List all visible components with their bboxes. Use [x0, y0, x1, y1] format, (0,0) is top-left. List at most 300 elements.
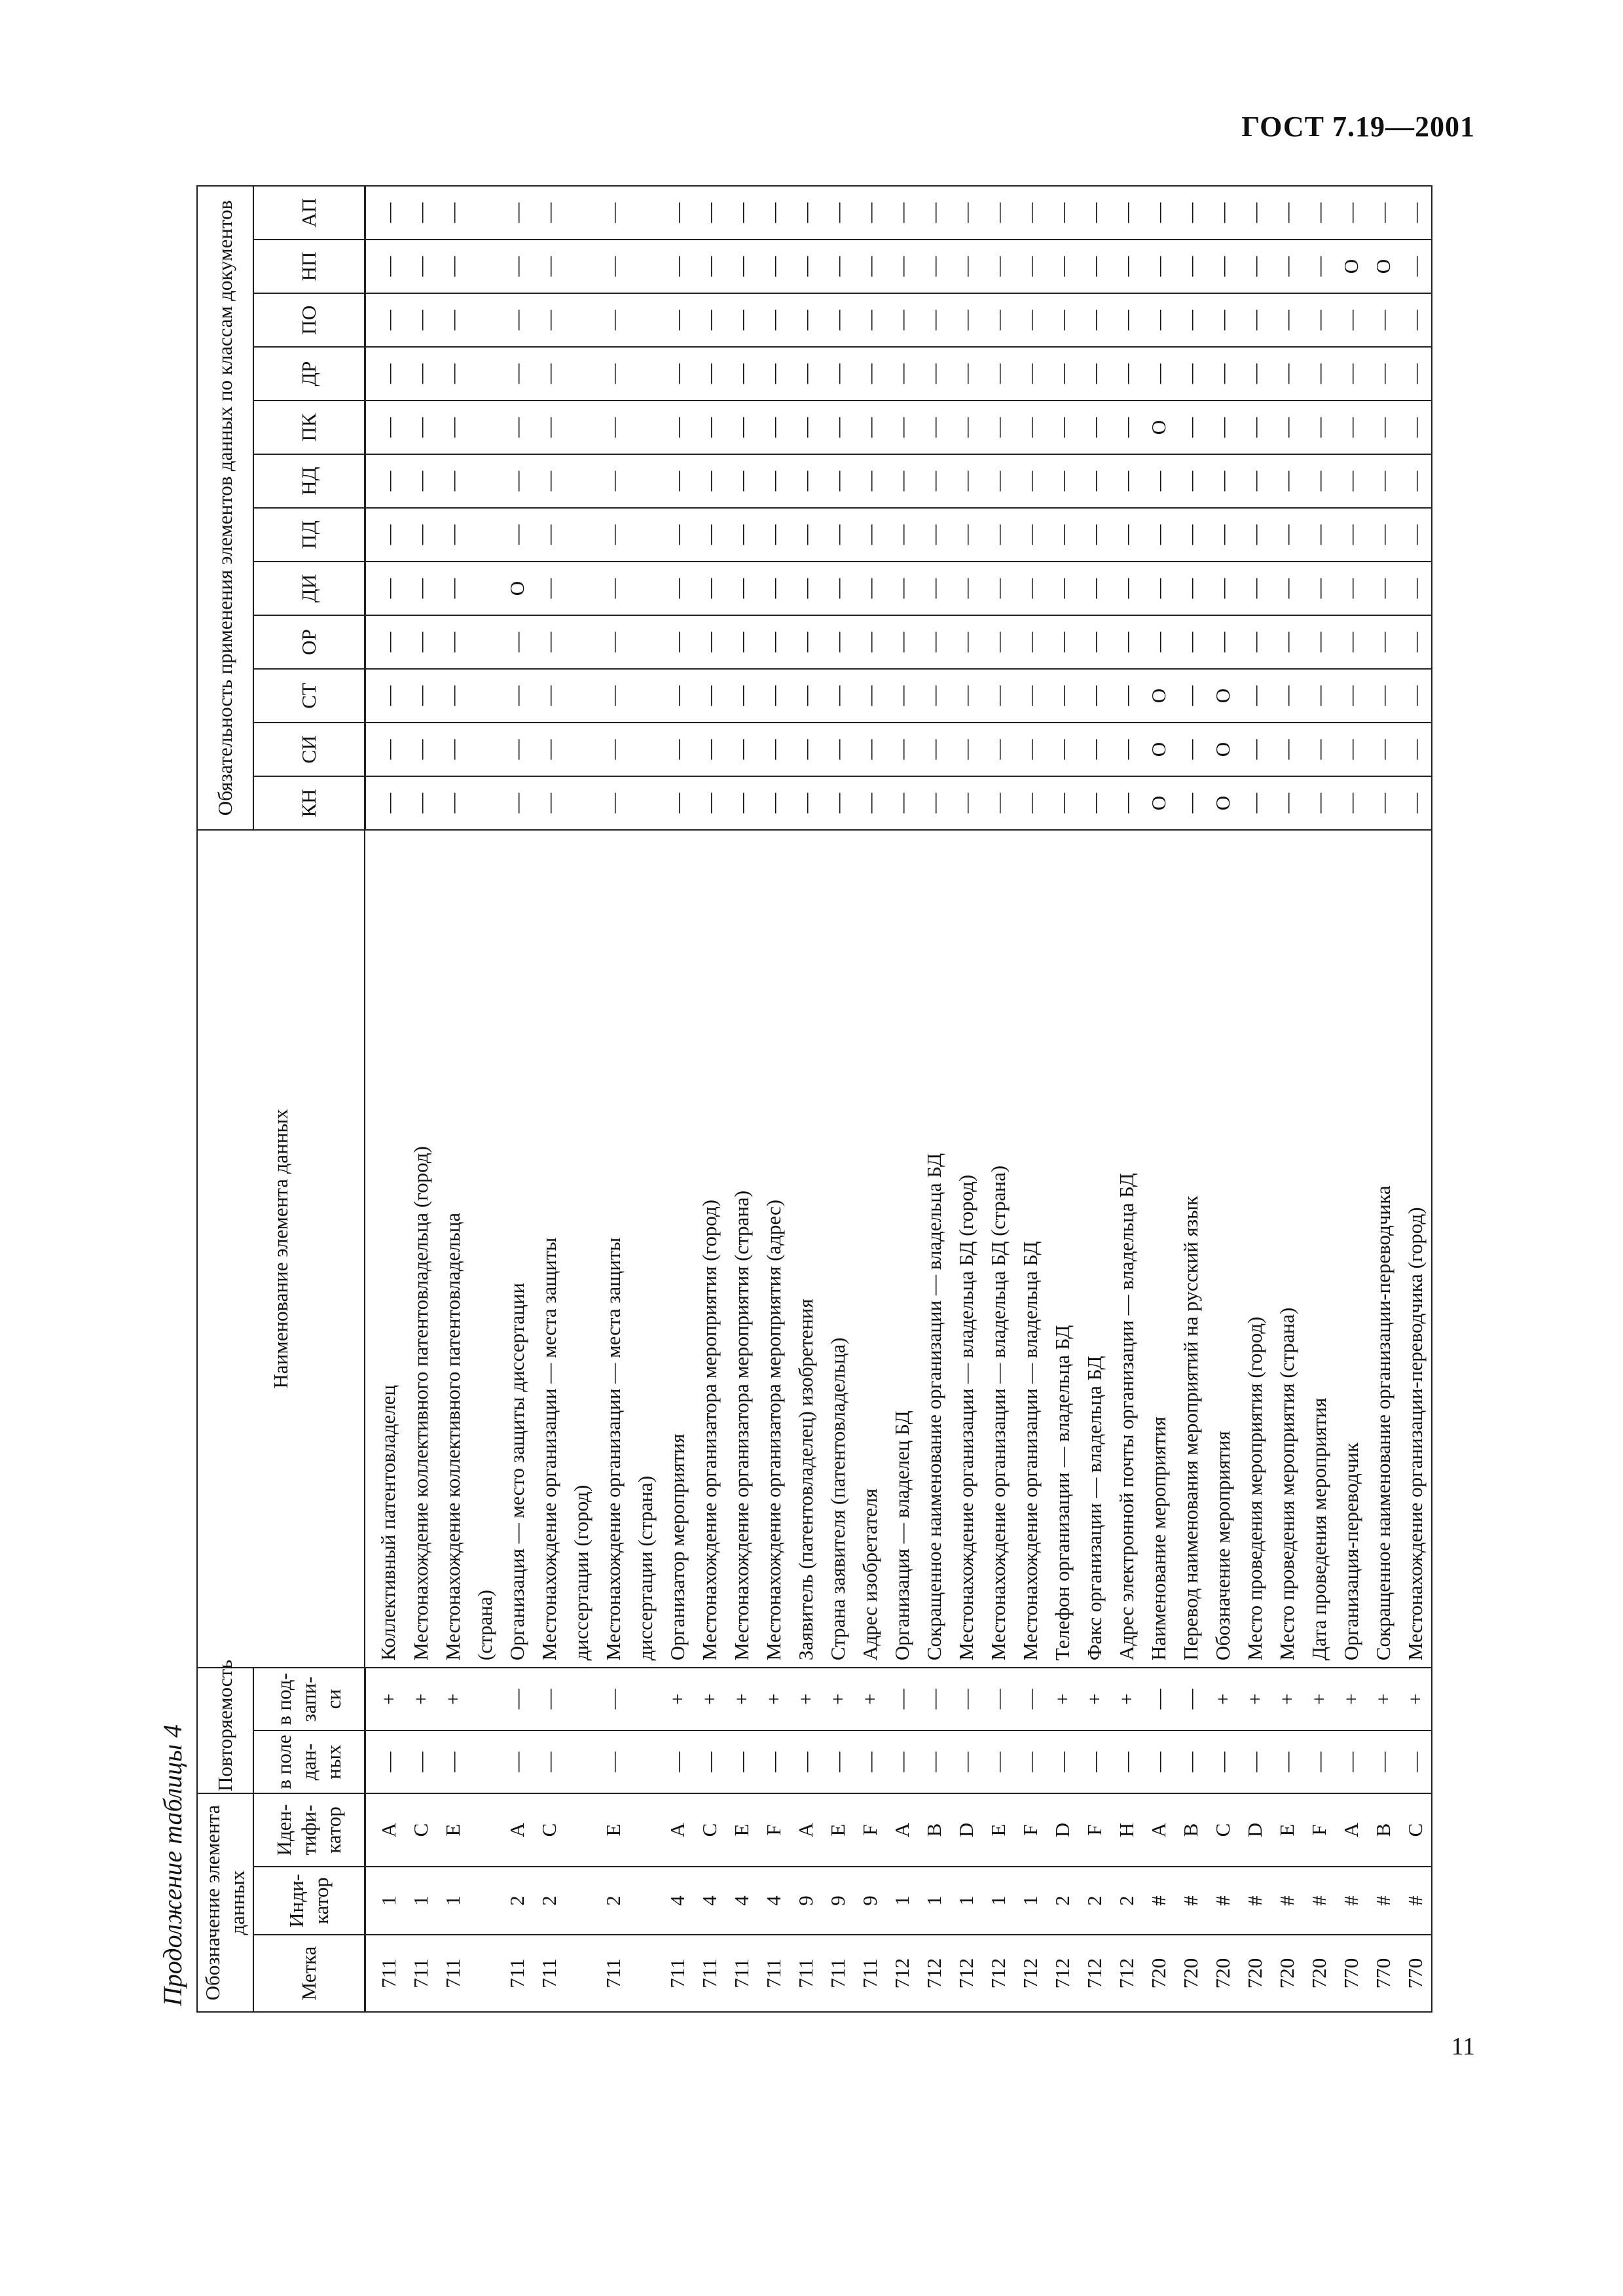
cell-element-name: диссертации (страна): [629, 830, 661, 1668]
cell-tag: 770: [1399, 1935, 1432, 2012]
cell-in-subfield: —: [1014, 1668, 1046, 1731]
cell-class-value: —: [822, 776, 854, 830]
cell-class-value: [469, 347, 501, 401]
cell-class-value: —: [854, 186, 886, 240]
cell-class-value: [629, 240, 661, 293]
cell-identifier: A: [1142, 1793, 1175, 1867]
cell-tag: 720: [1142, 1935, 1175, 2012]
cell-class-value: —: [501, 454, 533, 508]
cell-class-value: —: [405, 347, 437, 401]
cell-class-value: —: [854, 347, 886, 401]
cell-element-name: Место проведения мероприятия (город): [1239, 830, 1271, 1668]
cell-in-subfield: +: [1367, 1668, 1399, 1731]
cell-class-value: —: [1046, 723, 1078, 776]
table-row: [918, 186, 950, 2012]
cell-class-value: —: [501, 293, 533, 347]
table-row: [565, 186, 597, 2012]
cell-class-value: —: [1110, 562, 1142, 615]
cell-class-value: —: [950, 669, 982, 723]
cell-class-value: —: [1207, 562, 1239, 615]
cell-class-value: —: [693, 240, 725, 293]
cell-class-value: —: [757, 723, 790, 776]
cell-class-value: —: [1014, 240, 1046, 293]
cell-class-value: —: [886, 347, 918, 401]
cell-in-field: —: [533, 1731, 565, 1793]
cell-class-value: —: [1207, 293, 1239, 347]
header-repeatability: Повторяемость: [197, 1668, 253, 1793]
cell-class-value: —: [693, 186, 725, 240]
cell-element-name: Организация — владелец БД: [886, 830, 918, 1668]
cell-class-value: —: [1303, 669, 1335, 723]
cell-class-value: [469, 401, 501, 454]
cell-class-value: —: [1303, 776, 1335, 830]
cell-class-value: —: [693, 562, 725, 615]
cell-class-value: —: [661, 454, 693, 508]
header-name: Наименование элемента данных: [197, 830, 365, 1668]
cell-class-value: —: [1399, 401, 1432, 454]
cell-class-value: —: [1239, 615, 1271, 669]
col-class-pk: ПК: [253, 401, 365, 454]
cell-class-value: —: [365, 401, 405, 454]
cell-class-value: —: [886, 186, 918, 240]
cell-identifier: D: [950, 1793, 982, 1867]
cell-class-value: —: [405, 669, 437, 723]
cell-tag: [629, 1935, 661, 2012]
cell-tag: 711: [822, 1935, 854, 2012]
cell-class-value: —: [1271, 293, 1303, 347]
cell-class-value: —: [1175, 669, 1207, 723]
cell-class-value: —: [1207, 615, 1239, 669]
cell-class-value: —: [822, 401, 854, 454]
cell-class-value: —: [1014, 401, 1046, 454]
cell-indicator: #: [1207, 1867, 1239, 1935]
cell-class-value: —: [982, 776, 1014, 830]
cell-class-value: —: [1335, 562, 1367, 615]
cell-class-value: —: [1014, 293, 1046, 347]
cell-indicator: #: [1367, 1867, 1399, 1935]
cell-class-value: О: [1207, 776, 1239, 830]
col-in-field: в поле дан-ных: [253, 1731, 365, 1793]
cell-class-value: [565, 669, 597, 723]
cell-class-value: —: [405, 723, 437, 776]
cell-class-value: —: [1110, 776, 1142, 830]
cell-class-value: —: [405, 293, 437, 347]
table-body: [365, 186, 1432, 2012]
cell-element-name: Перевод наименования мероприятий на русский язык: [1175, 830, 1207, 1668]
table-row: [1239, 186, 1271, 2012]
cell-class-value: —: [437, 401, 469, 454]
cell-class-value: —: [1078, 776, 1110, 830]
table-row: [1046, 186, 1078, 2012]
cell-class-value: О: [1142, 723, 1175, 776]
cell-class-value: [629, 293, 661, 347]
cell-in-subfield: [469, 1668, 501, 1731]
cell-class-value: —: [982, 723, 1014, 776]
cell-class-value: —: [365, 776, 405, 830]
cell-class-value: —: [725, 562, 757, 615]
cell-class-value: —: [854, 293, 886, 347]
cell-in-subfield: [565, 1668, 597, 1731]
cell-class-value: —: [501, 401, 533, 454]
cell-element-name: Организатор мероприятия: [661, 830, 693, 1668]
col-in-subfield: в под-запи-си: [253, 1668, 365, 1731]
cell-element-name: Адрес изобретателя: [854, 830, 886, 1668]
cell-class-value: —: [1078, 401, 1110, 454]
cell-class-value: —: [1239, 562, 1271, 615]
cell-class-value: —: [437, 454, 469, 508]
cell-class-value: —: [1110, 401, 1142, 454]
cell-class-value: —: [661, 186, 693, 240]
cell-class-value: —: [982, 562, 1014, 615]
cell-class-value: —: [661, 293, 693, 347]
table-row: [725, 186, 757, 2012]
table-row: [982, 186, 1014, 2012]
cell-class-value: —: [822, 562, 854, 615]
cell-class-value: —: [1046, 615, 1078, 669]
cell-class-value: —: [405, 562, 437, 615]
cell-in-field: —: [1078, 1731, 1110, 1793]
cell-class-value: —: [982, 401, 1014, 454]
table-row: [693, 186, 725, 2012]
cell-in-field: —: [854, 1731, 886, 1793]
cell-class-value: —: [437, 347, 469, 401]
cell-class-value: —: [533, 562, 565, 615]
cell-tag: 711: [790, 1935, 822, 2012]
cell-class-value: —: [1367, 669, 1399, 723]
cell-class-value: —: [1335, 293, 1367, 347]
cell-class-value: —: [501, 508, 533, 562]
cell-class-value: —: [854, 454, 886, 508]
cell-class-value: [565, 454, 597, 508]
cell-in-field: —: [1271, 1731, 1303, 1793]
cell-class-value: —: [1175, 186, 1207, 240]
cell-element-name: Местонахождение организатора мероприятия (адрес): [757, 830, 790, 1668]
table-row: [1142, 186, 1175, 2012]
cell-class-value: —: [1014, 776, 1046, 830]
cell-class-value: —: [661, 347, 693, 401]
cell-class-value: —: [757, 186, 790, 240]
cell-class-value: [565, 776, 597, 830]
cell-class-value: —: [725, 615, 757, 669]
cell-class-value: —: [950, 508, 982, 562]
cell-indicator: 2: [597, 1867, 629, 1935]
cell-class-value: —: [365, 562, 405, 615]
cell-class-value: —: [790, 776, 822, 830]
cell-class-value: —: [1399, 615, 1432, 669]
cell-class-value: —: [950, 347, 982, 401]
cell-class-value: —: [1078, 186, 1110, 240]
cell-class-value: —: [1399, 669, 1432, 723]
cell-class-value: —: [1078, 723, 1110, 776]
cell-in-field: —: [1239, 1731, 1271, 1793]
cell-class-value: [629, 776, 661, 830]
cell-class-value: —: [1014, 723, 1046, 776]
cell-in-field: —: [1335, 1731, 1367, 1793]
cell-class-value: [565, 401, 597, 454]
col-identifier: Иден-тифи-катор: [253, 1793, 365, 1867]
cell-class-value: —: [405, 615, 437, 669]
cell-class-value: —: [725, 401, 757, 454]
cell-indicator: 9: [790, 1867, 822, 1935]
cell-identifier: C: [533, 1793, 565, 1867]
cell-class-value: —: [950, 615, 982, 669]
cell-tag: 711: [661, 1935, 693, 2012]
cell-tag: 711: [725, 1935, 757, 2012]
table-row: [501, 186, 533, 2012]
cell-indicator: 4: [757, 1867, 790, 1935]
cell-element-name: диссертации (город): [565, 830, 597, 1668]
cell-in-field: —: [597, 1731, 629, 1793]
cell-class-value: —: [693, 508, 725, 562]
table-row: [405, 186, 437, 2012]
cell-identifier: [469, 1793, 501, 1867]
cell-in-field: —: [1367, 1731, 1399, 1793]
header-obligation: Обязательность применения элементов данных по классам документов: [197, 186, 253, 830]
cell-indicator: 1: [886, 1867, 918, 1935]
cell-class-value: —: [1110, 240, 1142, 293]
cell-class-value: —: [1207, 186, 1239, 240]
cell-tag: 770: [1335, 1935, 1367, 2012]
cell-class-value: —: [918, 186, 950, 240]
cell-element-name: Местонахождение коллективного патентовладельца: [437, 830, 469, 1668]
cell-class-value: —: [1046, 401, 1078, 454]
cell-identifier: F: [854, 1793, 886, 1867]
cell-indicator: 1: [437, 1867, 469, 1935]
cell-class-value: —: [533, 240, 565, 293]
cell-in-subfield: —: [950, 1668, 982, 1731]
cell-indicator: #: [1271, 1867, 1303, 1935]
cell-class-value: О: [1207, 669, 1239, 723]
cell-class-value: —: [1175, 615, 1207, 669]
cell-class-value: —: [757, 454, 790, 508]
cell-tag: 711: [405, 1935, 437, 2012]
cell-class-value: —: [1335, 723, 1367, 776]
cell-class-value: —: [661, 508, 693, 562]
cell-element-name: Местонахождение коллективного патентовладельца (город): [405, 830, 437, 1668]
cell-in-field: —: [1175, 1731, 1207, 1793]
cell-element-name: Сокращенное наименование организации-переводчика: [1367, 830, 1399, 1668]
cell-class-value: —: [1175, 508, 1207, 562]
cell-class-value: —: [405, 401, 437, 454]
cell-class-value: —: [725, 454, 757, 508]
cell-class-value: —: [1207, 454, 1239, 508]
cell-class-value: —: [982, 240, 1014, 293]
cell-identifier: C: [405, 1793, 437, 1867]
cell-class-value: —: [597, 669, 629, 723]
header-designation: Обозначение элемента данных: [197, 1793, 253, 2012]
cell-in-subfield: +: [693, 1668, 725, 1731]
cell-tag: 712: [1046, 1935, 1078, 2012]
cell-class-value: —: [1367, 186, 1399, 240]
cell-in-subfield: —: [982, 1668, 1014, 1731]
cell-tag: [565, 1935, 597, 2012]
cell-tag: 720: [1271, 1935, 1303, 2012]
cell-class-value: —: [1271, 401, 1303, 454]
cell-element-name: Местонахождение организатора мероприятия (город): [693, 830, 725, 1668]
cell-identifier: A: [886, 1793, 918, 1867]
cell-indicator: 2: [1046, 1867, 1078, 1935]
cell-class-value: —: [918, 723, 950, 776]
cell-class-value: —: [725, 669, 757, 723]
cell-class-value: —: [597, 401, 629, 454]
cell-class-value: —: [918, 293, 950, 347]
cell-class-value: —: [597, 723, 629, 776]
cell-class-value: [565, 615, 597, 669]
cell-class-value: —: [501, 240, 533, 293]
table-row: [437, 186, 469, 2012]
cell-class-value: —: [918, 401, 950, 454]
col-class-si: СИ: [253, 723, 365, 776]
cell-class-value: —: [982, 508, 1014, 562]
cell-class-value: —: [365, 240, 405, 293]
cell-class-value: —: [886, 669, 918, 723]
cell-in-subfield: +: [1271, 1668, 1303, 1731]
cell-class-value: —: [661, 669, 693, 723]
cell-class-value: —: [982, 186, 1014, 240]
cell-class-value: —: [1207, 240, 1239, 293]
cell-class-value: —: [365, 723, 405, 776]
table-row: [469, 186, 501, 2012]
cell-class-value: —: [437, 508, 469, 562]
cell-class-value: —: [1271, 508, 1303, 562]
cell-class-value: —: [982, 615, 1014, 669]
cell-class-value: —: [1110, 508, 1142, 562]
cell-class-value: [469, 186, 501, 240]
cell-class-value: [565, 562, 597, 615]
cell-class-value: О: [1142, 776, 1175, 830]
cell-in-field: —: [501, 1731, 533, 1793]
cell-in-subfield: +: [1046, 1668, 1078, 1731]
cell-class-value: —: [1078, 508, 1110, 562]
cell-class-value: —: [1014, 454, 1046, 508]
table-row: [1110, 186, 1142, 2012]
cell-class-value: —: [437, 240, 469, 293]
cell-tag: 711: [437, 1935, 469, 2012]
cell-element-name: Местонахождение организации — места защиты: [597, 830, 629, 1668]
cell-tag: 711: [597, 1935, 629, 2012]
cell-class-value: —: [950, 186, 982, 240]
cell-class-value: —: [757, 293, 790, 347]
cell-class-value: —: [437, 186, 469, 240]
cell-class-value: О: [1335, 240, 1367, 293]
standard-header: ГОСТ 7.19—2001: [1241, 111, 1475, 143]
cell-tag: 720: [1239, 1935, 1271, 2012]
cell-class-value: —: [1014, 347, 1046, 401]
cell-in-subfield: +: [1110, 1668, 1142, 1731]
header-row-groups: [197, 186, 253, 2012]
cell-indicator: [469, 1867, 501, 1935]
cell-in-subfield: —: [533, 1668, 565, 1731]
cell-identifier: A: [365, 1793, 405, 1867]
cell-identifier: F: [1303, 1793, 1335, 1867]
cell-indicator: 1: [365, 1867, 405, 1935]
cell-tag: [469, 1935, 501, 2012]
cell-in-field: [565, 1731, 597, 1793]
cell-in-subfield: +: [854, 1668, 886, 1731]
cell-in-subfield: +: [405, 1668, 437, 1731]
table-row: [790, 186, 822, 2012]
cell-class-value: —: [661, 723, 693, 776]
cell-class-value: —: [1078, 347, 1110, 401]
cell-class-value: —: [918, 347, 950, 401]
cell-indicator: 4: [693, 1867, 725, 1935]
cell-element-name: Адрес электронной почты организации — владельца БД: [1110, 830, 1142, 1668]
cell-class-value: —: [1142, 615, 1175, 669]
cell-class-value: —: [1303, 723, 1335, 776]
cell-tag: 712: [1110, 1935, 1142, 2012]
table-row: [854, 186, 886, 2012]
cell-class-value: —: [1142, 240, 1175, 293]
table-row: [1399, 186, 1432, 2012]
cell-class-value: —: [886, 723, 918, 776]
cell-class-value: —: [1399, 776, 1432, 830]
cell-tag: 711: [854, 1935, 886, 2012]
cell-class-value: —: [1078, 615, 1110, 669]
cell-tag: 720: [1303, 1935, 1335, 2012]
cell-class-value: —: [918, 562, 950, 615]
cell-class-value: —: [1110, 615, 1142, 669]
cell-class-value: [469, 723, 501, 776]
cell-class-value: —: [725, 723, 757, 776]
col-class-dr: ДР: [253, 347, 365, 401]
cell-class-value: —: [757, 508, 790, 562]
cell-identifier: B: [918, 1793, 950, 1867]
cell-class-value: [469, 776, 501, 830]
cell-indicator: 9: [822, 1867, 854, 1935]
cell-class-value: —: [365, 186, 405, 240]
cell-indicator: #: [1239, 1867, 1271, 1935]
cell-class-value: —: [1110, 293, 1142, 347]
cell-tag: 712: [918, 1935, 950, 2012]
cell-class-value: —: [790, 615, 822, 669]
table-row: [757, 186, 790, 2012]
cell-element-name: Страна заявителя (патентовладельца): [822, 830, 854, 1668]
col-class-or: ОР: [253, 615, 365, 669]
cell-class-value: —: [1110, 669, 1142, 723]
cell-class-value: —: [533, 776, 565, 830]
cell-class-value: —: [693, 347, 725, 401]
cell-class-value: —: [1239, 186, 1271, 240]
cell-class-value: —: [1335, 776, 1367, 830]
cell-tag: 770: [1367, 1935, 1399, 2012]
cell-class-value: —: [1303, 454, 1335, 508]
cell-in-field: —: [918, 1731, 950, 1793]
cell-class-value: —: [725, 293, 757, 347]
cell-class-value: [629, 186, 661, 240]
cell-class-value: —: [822, 347, 854, 401]
cell-class-value: —: [1303, 186, 1335, 240]
cell-class-value: [629, 723, 661, 776]
cell-class-value: —: [1046, 508, 1078, 562]
cell-class-value: —: [854, 615, 886, 669]
cell-class-value: —: [982, 669, 1014, 723]
cell-class-value: —: [1046, 669, 1078, 723]
cell-in-field: —: [1046, 1731, 1078, 1793]
cell-in-field: —: [1110, 1731, 1142, 1793]
cell-tag: 712: [950, 1935, 982, 2012]
cell-class-value: —: [725, 240, 757, 293]
cell-class-value: —: [1271, 669, 1303, 723]
cell-class-value: —: [1046, 293, 1078, 347]
cell-class-value: —: [661, 240, 693, 293]
cell-class-value: —: [1207, 401, 1239, 454]
cell-class-value: —: [1142, 347, 1175, 401]
cell-class-value: —: [725, 508, 757, 562]
cell-class-value: —: [790, 240, 822, 293]
cell-identifier: E: [822, 1793, 854, 1867]
cell-class-value: —: [437, 293, 469, 347]
cell-class-value: —: [437, 669, 469, 723]
